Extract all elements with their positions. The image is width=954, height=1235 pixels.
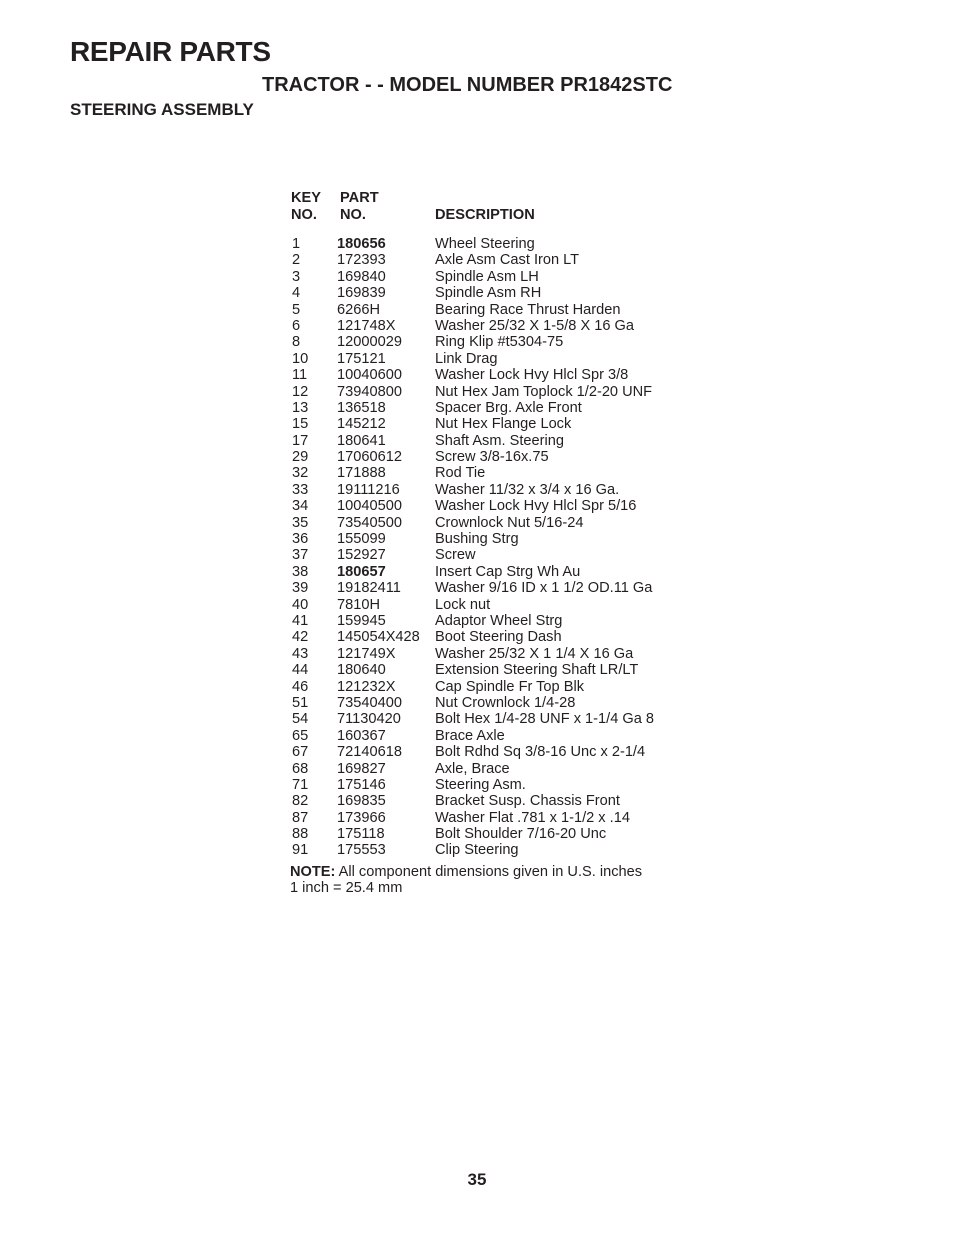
table-row (290, 400, 710, 416)
key-number: 11 (292, 367, 308, 384)
part-description: Bushing Strg (435, 531, 519, 548)
key-number: 42 (292, 629, 309, 646)
part-number: 169839 (337, 285, 386, 302)
part-description: Screw 3/8-16x.75 (435, 449, 549, 466)
key-number: 87 (292, 809, 309, 826)
key-number: 82 (292, 793, 309, 810)
key-number: 41 (292, 612, 309, 629)
part-description: Extension Steering Shaft LR/LT (435, 662, 639, 679)
part-description: Washer 9/16 ID x 1 1/2 OD.11 Ga (435, 580, 653, 597)
part-description: Bracket Susp. Chassis Front (435, 793, 620, 810)
table-row (290, 728, 710, 744)
key-number: 88 (292, 826, 309, 843)
part-description: Wheel Steering (435, 236, 535, 252)
part-number: 173966 (337, 809, 386, 826)
part-number: 145212 (337, 416, 386, 433)
table-row (290, 547, 710, 563)
part-description: Axle, Brace (435, 760, 510, 777)
part-number: 180640 (337, 662, 386, 679)
table-row (290, 744, 710, 760)
table-row (290, 515, 710, 531)
part-number: 72140618 (337, 744, 402, 761)
part-number: 145054X428 (337, 629, 420, 646)
model-subtitle: TRACTOR - - MODEL NUMBER PR1842STC (262, 74, 673, 96)
key-number: 37 (292, 547, 309, 564)
part-number: 7810H (337, 596, 381, 613)
part-description: Nut Hex Flange Lock (435, 416, 572, 433)
part-description: Adaptor Wheel Strg (435, 612, 563, 629)
table-row (290, 564, 710, 580)
note-label: NOTE: (290, 863, 336, 880)
key-number: 43 (292, 645, 309, 662)
table-row (290, 711, 710, 727)
key-number: 4 (292, 285, 301, 302)
part-number: 175146 (337, 776, 386, 793)
parts-list-header (290, 190, 710, 226)
table-row (290, 842, 710, 858)
page-number: 35 (467, 1170, 487, 1189)
part-number: 12000029 (337, 334, 402, 351)
table-row (290, 384, 710, 400)
part-number: 171888 (337, 465, 386, 482)
part-description: Bearing Race Thrust Harden (435, 301, 621, 318)
parts-list (290, 190, 710, 897)
part-description: Spindle Asm LH (435, 268, 539, 285)
table-row (290, 465, 710, 481)
key-number: 6 (292, 317, 301, 334)
part-number: 180656 (337, 236, 386, 252)
part-description: Clip Steering (435, 842, 519, 859)
part-description: Cap Spindle Fr Top Blk (435, 678, 584, 695)
part-number: 169827 (337, 760, 386, 777)
key-number: 29 (292, 449, 309, 466)
part-description: Boot Steering Dash (435, 629, 562, 646)
part-number: 19111216 (337, 481, 400, 498)
key-number: 17 (292, 432, 309, 449)
key-number: 44 (292, 662, 309, 679)
table-row (290, 629, 710, 645)
part-description: Ring Klip #t5304-75 (435, 334, 564, 351)
dimension-note (290, 864, 710, 897)
table-row (290, 531, 710, 547)
key-number: 2 (292, 252, 301, 269)
key-number: 68 (292, 760, 309, 777)
part-description: Crownlock Nut 5/16-24 (435, 514, 584, 531)
key-number: 40 (292, 596, 309, 613)
part-number: 175121 (337, 350, 386, 367)
table-row (290, 449, 710, 465)
part-number: 73540500 (337, 514, 402, 531)
part-number: 136518 (337, 399, 386, 416)
part-header-line1: PART (340, 190, 379, 206)
table-row (290, 482, 710, 498)
part-number: 180641 (337, 432, 386, 449)
part-description: Steering Asm. (435, 776, 526, 793)
part-description: Screw (435, 547, 476, 564)
key-number: 46 (292, 678, 309, 695)
table-row (290, 793, 710, 809)
key-number: 3 (292, 268, 301, 285)
part-description: Shaft Asm. Steering (435, 432, 564, 449)
part-header-line2: NO. (340, 207, 366, 223)
section-heading: STEERING ASSEMBLY (70, 100, 254, 119)
table-row (290, 613, 710, 629)
key-number: 15 (292, 416, 309, 433)
table-row (290, 679, 710, 695)
table-row (290, 351, 710, 367)
table-row (290, 580, 710, 596)
part-number: 175553 (337, 842, 386, 859)
key-number: 32 (292, 465, 309, 482)
note-text: All component dimensions given in U.S. inches (335, 863, 643, 880)
key-number: 1 (292, 236, 301, 252)
part-description: Washer 25/32 X 1-5/8 X 16 Ga (435, 317, 635, 334)
part-number: 152927 (337, 547, 386, 564)
key-number: 8 (292, 334, 301, 351)
key-number: 12 (292, 383, 309, 400)
part-number: 10040500 (337, 498, 402, 515)
key-number: 35 (292, 514, 309, 531)
part-description: Brace Axle (435, 727, 505, 744)
part-description: Insert Cap Strg Wh Au (435, 563, 581, 580)
table-row (290, 597, 710, 613)
part-number: 175118 (337, 826, 385, 843)
part-description: Washer Lock Hvy Hlcl Spr 5/16 (435, 498, 637, 515)
key-number: 5 (292, 301, 301, 318)
part-description: Nut Crownlock 1/4-28 (435, 694, 576, 711)
part-number: 73540400 (337, 694, 402, 711)
table-row (290, 433, 710, 449)
part-description: Washer Lock Hvy Hlcl Spr 3/8 (435, 367, 629, 384)
key-number: 38 (292, 563, 309, 580)
table-row (290, 761, 710, 777)
table-row (290, 695, 710, 711)
table-row (290, 826, 710, 842)
part-number: 10040600 (337, 367, 402, 384)
key-number: 36 (292, 531, 309, 548)
table-row (290, 318, 710, 334)
part-number: 180657 (337, 563, 386, 580)
part-number: 160367 (337, 727, 386, 744)
key-number: 10 (292, 350, 309, 367)
part-number: 19182411 (337, 580, 401, 597)
key-number: 91 (292, 842, 309, 859)
part-description: Washer Flat .781 x 1-1/2 x .14 (435, 809, 630, 826)
table-row (290, 498, 710, 514)
table-row (290, 236, 710, 252)
table-row (290, 302, 710, 318)
part-description: Spindle Asm RH (435, 285, 542, 302)
key-number: 33 (292, 481, 309, 498)
key-number: 51 (292, 694, 309, 711)
key-header-line1: KEY (291, 190, 322, 206)
table-row (290, 810, 710, 826)
part-number: 169835 (337, 793, 386, 810)
key-number: 71 (292, 776, 309, 793)
table-row (290, 662, 710, 678)
part-description: Rod Tie (435, 465, 486, 482)
part-description: Washer 25/32 X 1 1/4 X 16 Ga (435, 645, 634, 662)
key-header-line2: NO. (291, 207, 317, 223)
part-number: 169840 (337, 268, 386, 285)
part-number: 121748X (337, 317, 396, 334)
part-description: Spacer Brg. Axle Front (435, 399, 582, 416)
part-number: 121232X (337, 678, 396, 695)
key-number: 65 (292, 727, 309, 744)
table-row (290, 334, 710, 350)
table-row (290, 285, 710, 301)
part-number: 73940800 (337, 383, 402, 400)
description-header: DESCRIPTION (435, 207, 535, 223)
part-description: Nut Hex Jam Toplock 1/2-20 UNF (435, 383, 653, 400)
part-description: Bolt Hex 1/4-28 UNF x 1-1/4 Ga 8 (435, 711, 654, 728)
part-description: Bolt Shoulder 7/16-20 Unc (435, 826, 607, 843)
part-description: Washer 11/32 x 3/4 x 16 Ga. (435, 481, 620, 498)
table-row (290, 777, 710, 793)
note-conversion: 1 inch = 25.4 mm (290, 880, 403, 897)
part-number: 121749X (337, 645, 396, 662)
part-number: 6266H (337, 301, 381, 318)
table-row (290, 269, 710, 285)
part-description: Bolt Rdhd Sq 3/8-16 Unc x 2-1/4 (435, 744, 646, 761)
key-number: 13 (292, 399, 309, 416)
part-description: Link Drag (435, 350, 498, 367)
table-row (290, 416, 710, 432)
key-number: 54 (292, 711, 309, 728)
part-number: 159945 (337, 612, 386, 629)
part-number: 17060612 (337, 449, 402, 466)
key-number: 34 (292, 498, 309, 515)
part-number: 71130420 (337, 711, 401, 728)
table-row (290, 367, 710, 383)
part-number: 172393 (337, 252, 386, 269)
part-description: Lock nut (435, 596, 491, 613)
part-description: Axle Asm Cast Iron LT (435, 252, 580, 269)
key-number: 67 (292, 744, 309, 761)
parts-rows (290, 236, 710, 859)
table-row (290, 646, 710, 662)
key-number: 39 (292, 580, 309, 597)
page-title: REPAIR PARTS (70, 36, 271, 67)
part-number: 155099 (337, 531, 386, 548)
table-row (290, 252, 710, 268)
